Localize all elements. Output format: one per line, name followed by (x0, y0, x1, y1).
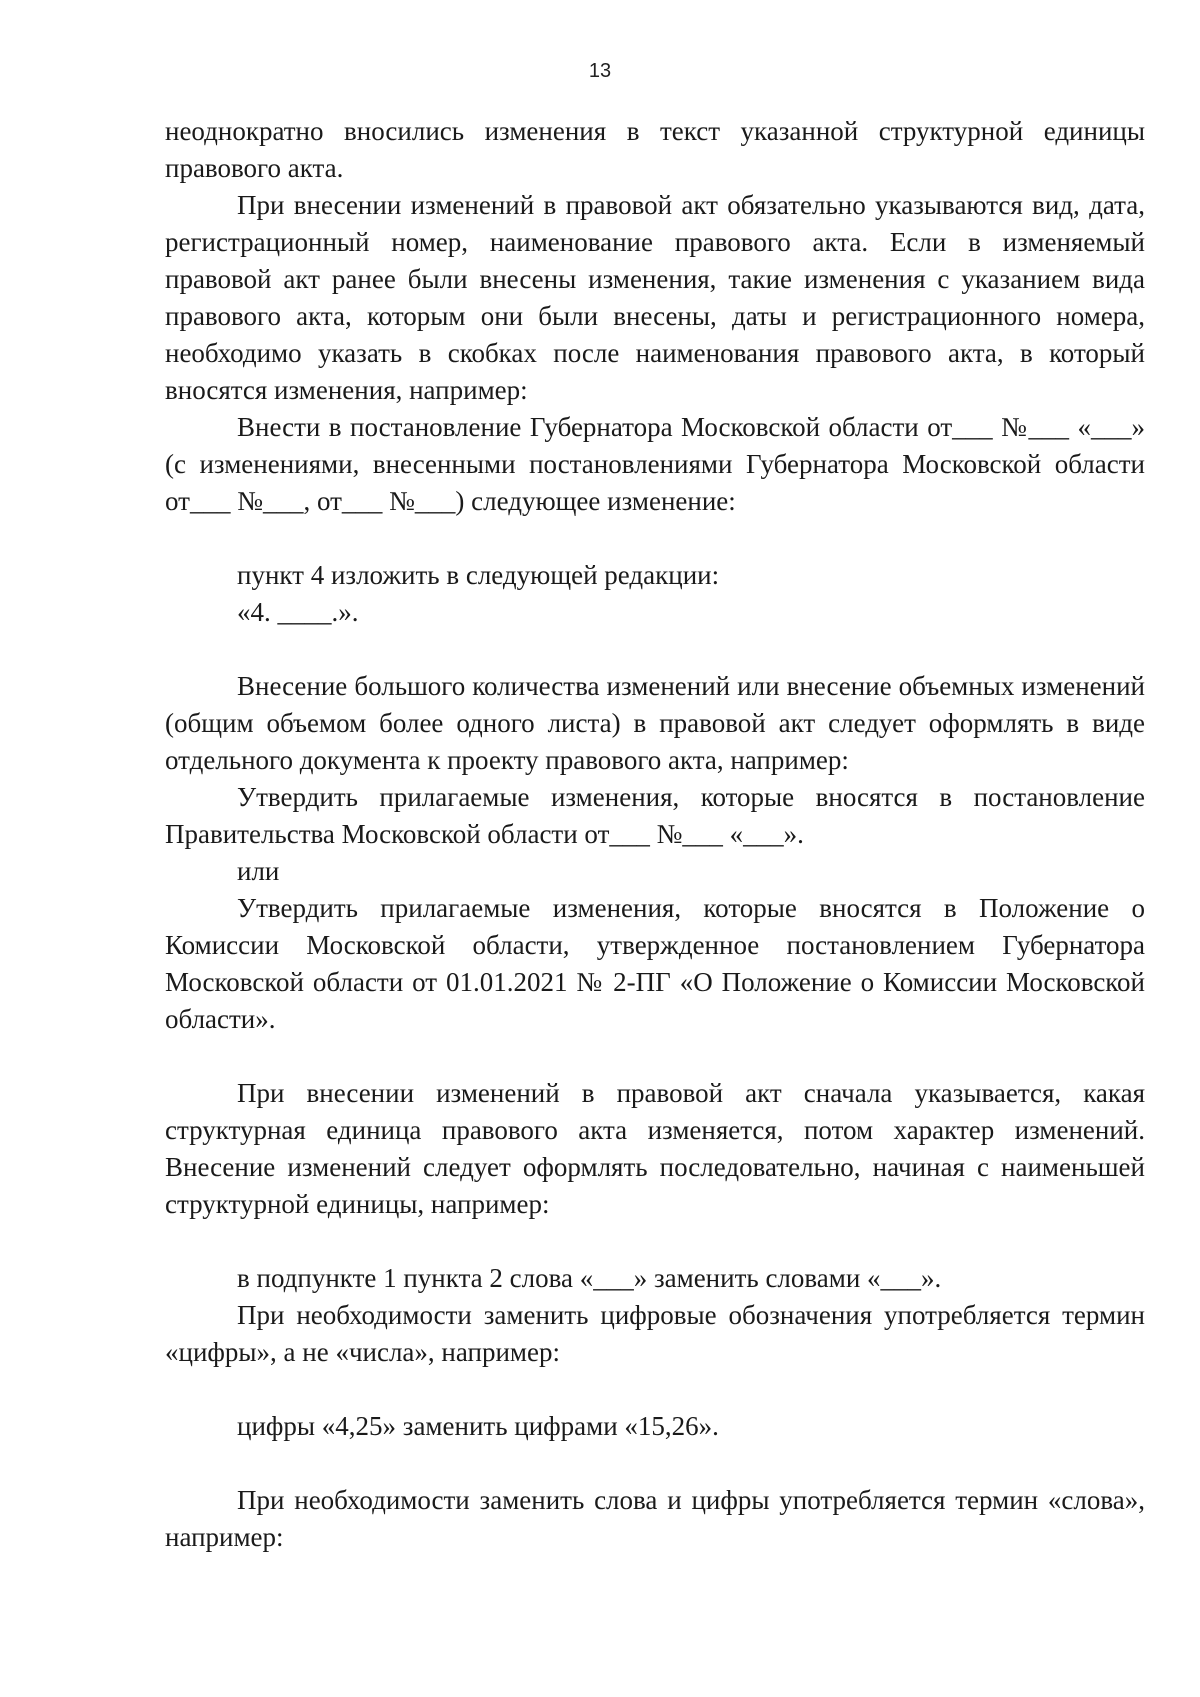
paragraph-example-digits: цифры «4,25» заменить цифрами «15,26». (237, 1411, 719, 1441)
paragraph-example-amend: Внести в постановление Губернатора Московской области от___ №___ «___» (с изменениями, внесенными постановлениями Губернатора Московской области от___ №___, от___ №___) следующее изменение: (165, 412, 1145, 516)
spacer (165, 1445, 1145, 1482)
paragraph-large-amendments: Внесение большого количества изменений или внесение объемных изменений (общим объемом более одного листа) в правовой акт следует оформлять в виде отдельного документа к проекту правового акта, например: (165, 671, 1145, 775)
paragraph-words-rule: При необходимости заменить слова и цифры употребляется термин «слова», например: (165, 1485, 1145, 1552)
page-number: 13 (588, 60, 612, 82)
spacer (165, 1038, 1145, 1075)
paragraph-example-approve-2: Утвердить прилагаемые изменения, которые вносятся в Положение о Комиссии Московской области, утвержденное постановлением Губернатора Московской области от 01.01.2021 № 2-ПГ «О Положение о Комиссии Московской области». (165, 893, 1145, 1034)
paragraph-digits-rule: При необходимости заменить цифровые обозначения употребляется термин «цифры», а не «числа», например: (165, 1300, 1145, 1367)
paragraph-or: или (237, 856, 280, 886)
spacer (165, 631, 1145, 668)
document-body (165, 113, 1145, 1556)
paragraph-amendment-rules: При внесении изменений в правовой акт обязательно указываются вид, дата, регистрационный номер, наименование правового акта. Если в изменяемый правовой акт ранее были внесены изменения, такие изменения с указанием вида правового акта, которым они были внесены, даты и регистрационного номера, необходимо указать в скобках после наименования правового акта, в который вносятся изменения, например: (165, 190, 1145, 405)
spacer (165, 1371, 1145, 1408)
paragraph-example-approve-1: Утвердить прилагаемые изменения, которые вносятся в постановление Правительства Московской области от___ №___ «___». (165, 782, 1145, 849)
spacer (165, 1223, 1145, 1260)
spacer (165, 520, 1145, 557)
paragraph-example-words: в подпункте 1 пункта 2 слова «___» заменить словами «___». (237, 1263, 942, 1293)
paragraph-example-point: пункт 4 изложить в следующей редакции: (237, 560, 720, 590)
paragraph-continuation: неоднократно вносились изменения в текст указанной структурной единицы правового акта. (165, 116, 1145, 183)
paragraph-structural-order: При внесении изменений в правовой акт сначала указывается, какая структурная единица правового акта изменяется, потом характер изменений. Внесение изменений следует оформлять последовательно, начиная с наименьшей структурной единицы, например: (165, 1078, 1145, 1219)
paragraph-example-quote: «4. ____.». (237, 597, 359, 627)
